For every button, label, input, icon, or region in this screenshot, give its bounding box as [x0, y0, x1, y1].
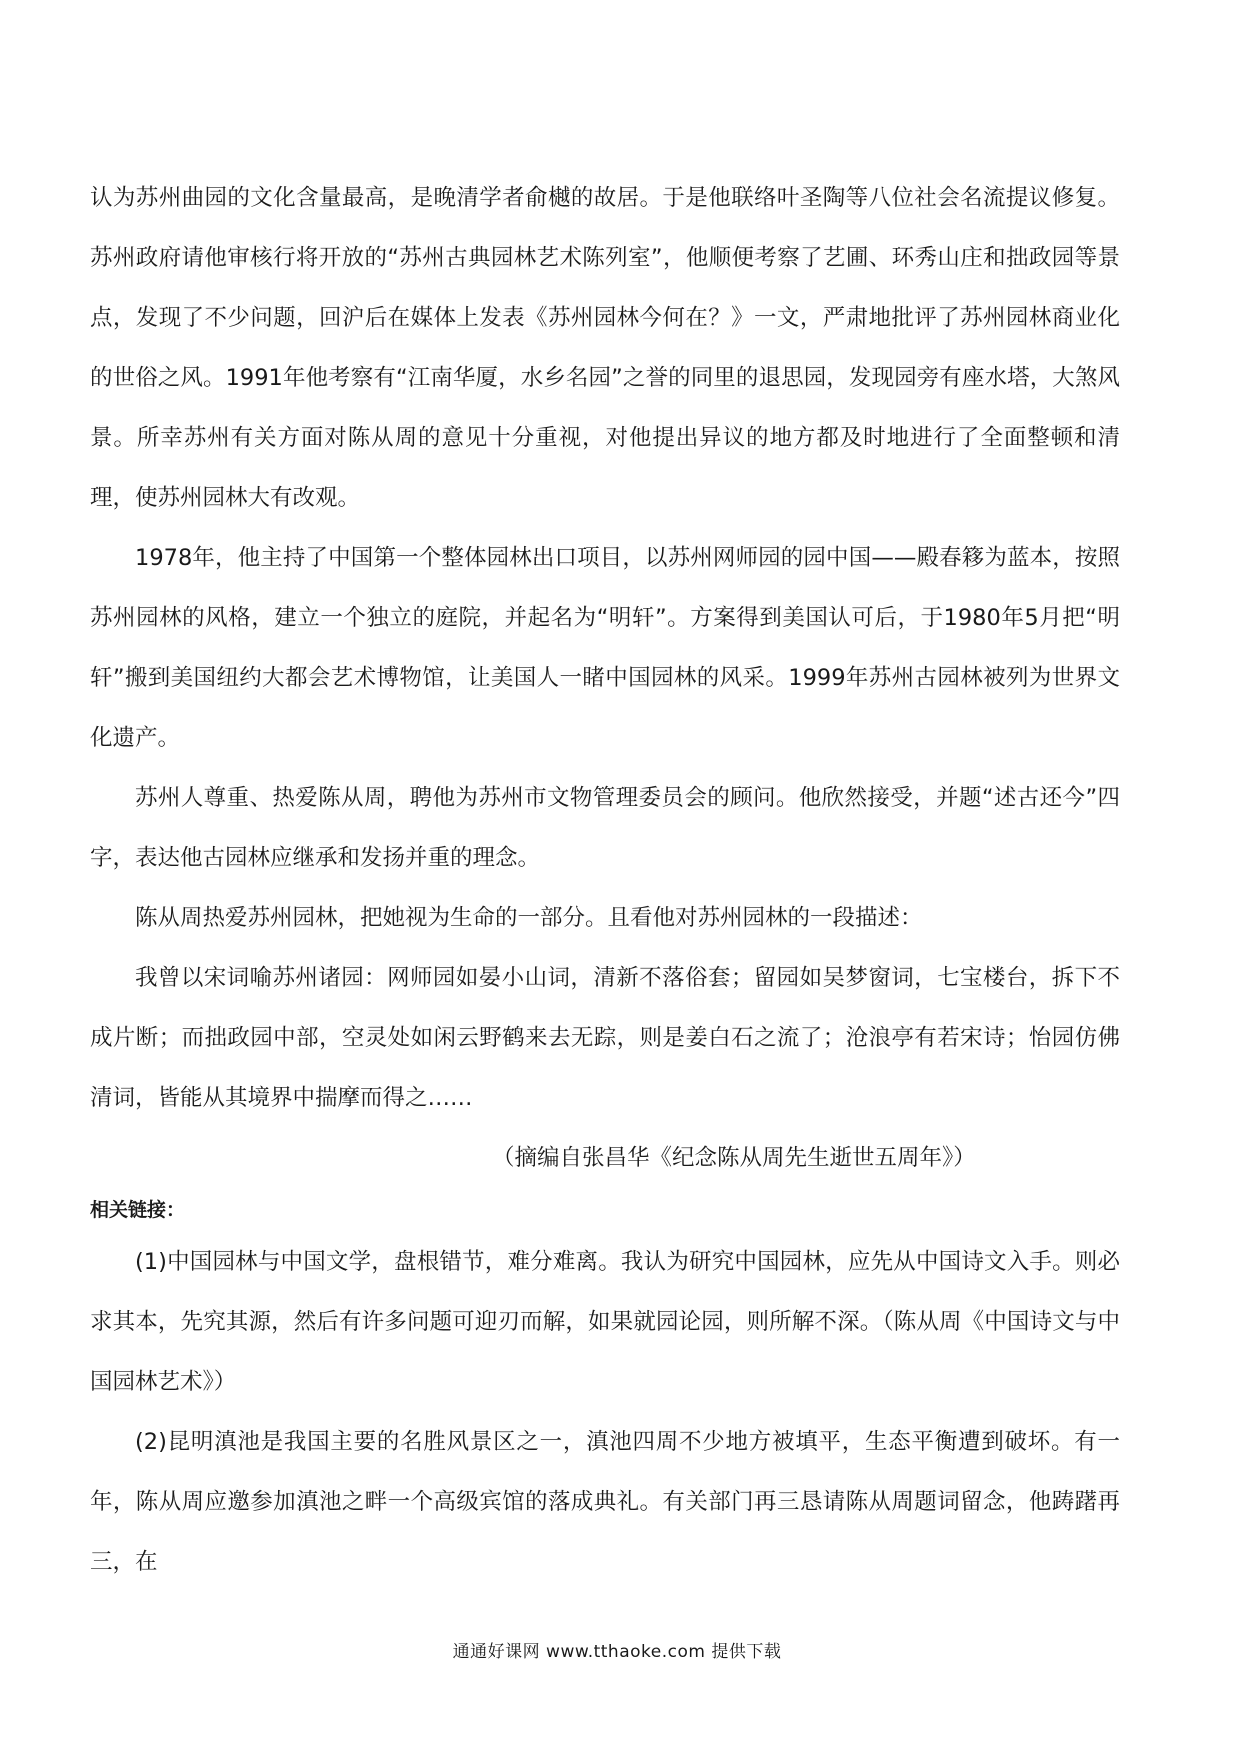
page-footer: 通通好课网 www.tthaoke.com 提供下载 [452, 1642, 782, 1662]
paragraph-love-gardens: 陈从周热爱苏州园林，把她视为生命的一部分。且看他对苏州园林的一段描述： [135, 905, 923, 931]
source-citation: （摘编自张昌华《纪念陈从周先生逝世五周年》） [492, 1145, 976, 1171]
paragraph-mingxuan: 1978年，他主持了中国第一个整体园林出口项目，以苏州网师园的园中国——殿春簃为蓝本，按照苏州园林的风格，建立一个独立的庭院，并起名为“明轩”。方案得到美国认可后，于1980年5月把“明轩”搬到美国纽约大都会艺术博物馆，让美国人一睹中国园林的风采。1999年苏州古园林被列为世界文化遗产。 [90, 545, 1120, 751]
related-link-item-1: (1)中国园林与中国文学，盘根错节，难分难离。我认为研究中国园林，应先从中国诗文入手。则必求其本，先究其源，然后有许多问题可迎刃而解，如果就园论园，则所解不深。（陈从周《中国诗文与中国园林艺术》） [90, 1249, 1120, 1395]
paragraph-song-ci-quote: 我曾以宋词喻苏州诸园：网师园如晏小山词，清新不落俗套；留园如吴梦窗词，七宝楼台，拆下不成片断；而拙政园中部，空灵处如闲云野鹤来去无踪，则是姜白石之流了；沧浪亭有若宋诗；怡园仿佛清词，皆能从其境界中揣摩而得之…… [90, 965, 1120, 1111]
paragraph-consultant: 苏州人尊重、热爱陈从周，聘他为苏州市文物管理委员会的顾问。他欣然接受，并题“述古还今”四字，表达他古园林应继承和发扬并重的理念。 [90, 785, 1120, 871]
related-link-item-2: (2)昆明滇池是我国主要的名胜风景区之一，滇池四周不少地方被填平，生态平衡遭到破坏。有一年，陈从周应邀参加滇池之畔一个高级宾馆的落成典礼。有关部门再三恳请陈从周题词留念，他踌躇再三，在 [90, 1429, 1120, 1575]
document-body [90, 168, 1120, 1592]
related-links-heading: 相关链接： [90, 1199, 186, 1221]
paragraph-suzhou-quyuan: 认为苏州曲园的文化含量最高，是晚清学者俞樾的故居。于是他联络叶圣陶等八位社会名流提议修复。苏州政府请他审核行将开放的“苏州古典园林艺术陈列室”，他顺便考察了艺圃、环秀山庄和拙政园等景点，发现了不少问题，回沪后在媒体上发表《苏州园林今何在？》一文，严肃地批评了苏州园林商业化的世俗之风。1991年他考察有“江南华厦，水乡名园”之誉的同里的退思园，发现园旁有座水塔，大煞风景。所幸苏州有关方面对陈从周的意见十分重视，对他提出异议的地方都及时地进行了全面整顿和清理，使苏州园林大有改观。 [90, 185, 1120, 511]
